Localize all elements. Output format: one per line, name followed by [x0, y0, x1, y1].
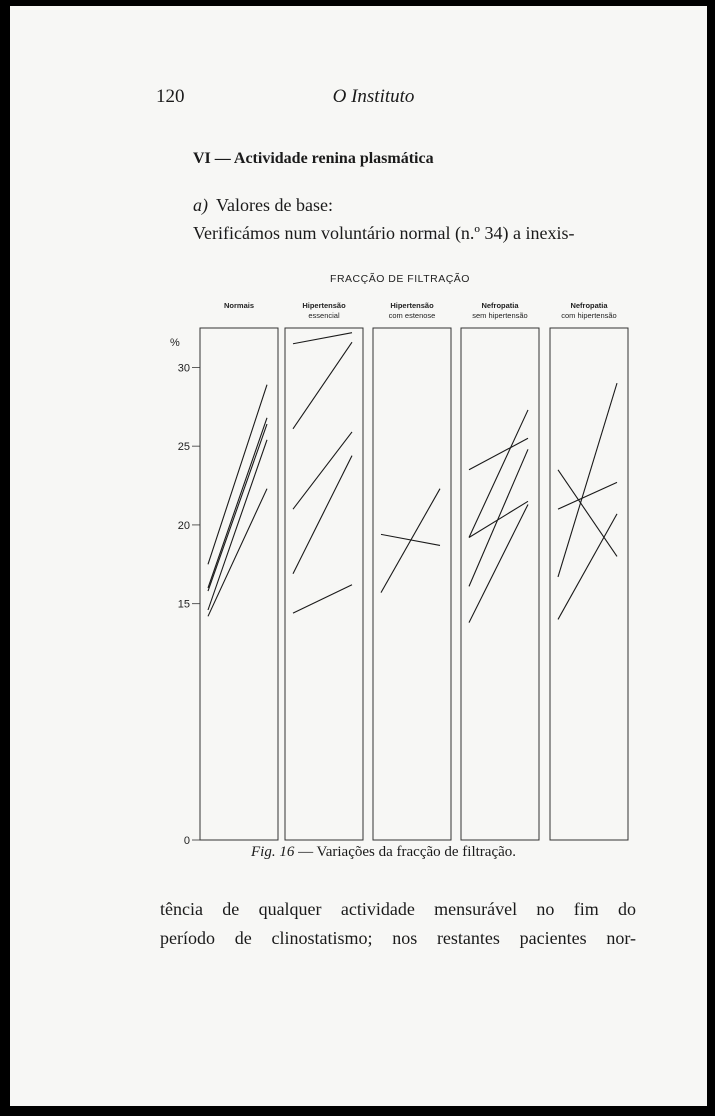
- panel-frame: [550, 328, 628, 840]
- figure-caption: [10, 844, 707, 861]
- list-item-a: [193, 195, 333, 216]
- data-segment: [208, 440, 267, 610]
- data-segment: [208, 385, 267, 565]
- figure-reference: Fig. 16: [250, 844, 295, 860]
- y-tick-label: 15: [177, 598, 190, 611]
- data-segment: [208, 418, 267, 588]
- page-header: [10, 86, 707, 116]
- panel-subtitle: essencial: [308, 311, 340, 320]
- panel-frame: [285, 328, 363, 840]
- paragraph-line: Verificámos num voluntário normal (n.º 34) a inexis-: [193, 223, 575, 243]
- panel-subtitle: com estenose: [388, 311, 436, 320]
- data-segment: [558, 514, 617, 620]
- caption-text: — Variações da fracção de filtração.: [294, 844, 517, 860]
- filtration-fraction-chart: [170, 268, 630, 848]
- chart-title: FRACÇÃO DE FILTRAÇÃO: [330, 273, 470, 285]
- data-segment: [558, 470, 617, 557]
- data-segment: [558, 383, 617, 577]
- data-segment: [293, 456, 352, 574]
- data-segment: [293, 585, 352, 613]
- data-segment: [469, 438, 528, 470]
- data-segment: [293, 333, 352, 344]
- item-text: Valores de base:: [216, 195, 333, 215]
- panel-title: Hipertensão: [390, 301, 434, 310]
- section-heading: VI — Actividade renina plasmática: [193, 150, 434, 167]
- page-number: 120: [156, 86, 185, 107]
- paragraph-line: tência de qualquer actividade mensurável no fim do: [160, 899, 636, 919]
- y-tick-label: 20: [177, 519, 190, 532]
- item-label: a): [193, 195, 208, 215]
- panel-title: Hipertensão: [302, 301, 346, 310]
- data-segment: [469, 504, 528, 622]
- paragraph-line: período de clinostatismo; nos restantes pacientes nor-: [160, 928, 636, 948]
- data-segment: [558, 482, 617, 509]
- data-segment: [293, 342, 352, 429]
- y-tick-label: 0: [183, 835, 190, 847]
- panel-title: Nefropatia: [570, 301, 608, 310]
- book-page: [10, 6, 707, 1106]
- panel-subtitle: com hipertensão: [561, 311, 617, 320]
- panel-subtitle: sem hipertensão: [472, 311, 528, 320]
- y-axis-label: %: [170, 337, 180, 349]
- panel-frame: [200, 328, 278, 840]
- panel-title: Nefropatia: [481, 301, 519, 310]
- running-title: O Instituto: [332, 86, 415, 107]
- y-tick-label: 30: [177, 362, 190, 375]
- y-tick-label: 25: [177, 441, 190, 454]
- panel-frame: [461, 328, 539, 840]
- data-segment: [381, 489, 440, 593]
- data-segment: [293, 432, 352, 509]
- panel-title: Normais: [223, 301, 255, 310]
- panel-frame: [373, 328, 451, 840]
